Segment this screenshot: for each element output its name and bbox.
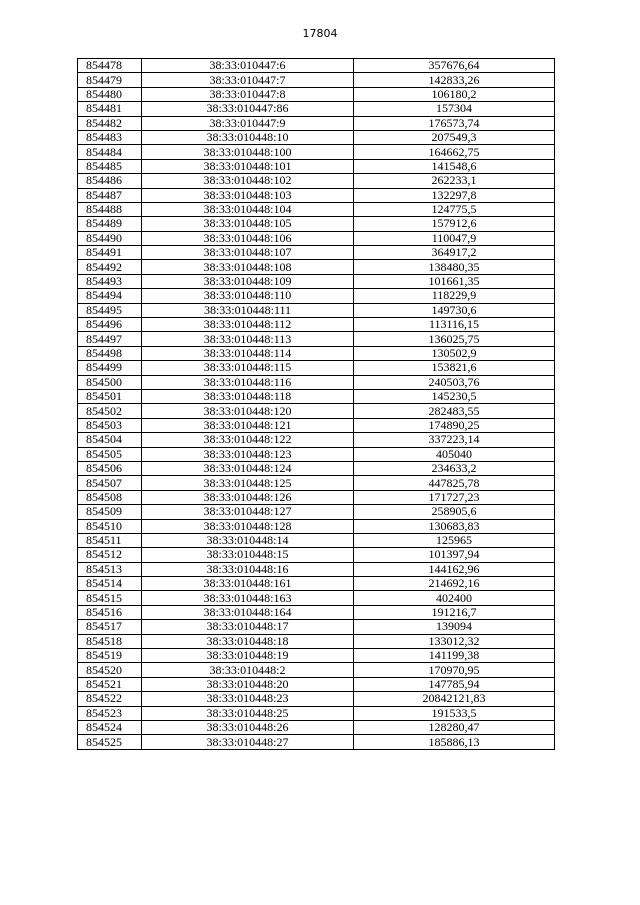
value-cell: 258905,6 [354, 505, 555, 519]
value-cell: 357676,64 [354, 59, 555, 73]
cadastral-number-cell: 38:33:010448:17 [142, 620, 354, 634]
table-row [78, 404, 555, 418]
cadastral-number-cell: 38:33:010448:120 [142, 404, 354, 418]
row-number-cell: 854508 [78, 490, 142, 504]
cadastral-number-cell: 38:33:010448:23 [142, 692, 354, 706]
value-cell: 130502,9 [354, 346, 555, 360]
row-number-cell: 854496 [78, 318, 142, 332]
row-number-cell: 854480 [78, 87, 142, 101]
cadastral-number-cell: 38:33:010448:112 [142, 318, 354, 332]
table-row [78, 476, 555, 490]
table-row [78, 174, 555, 188]
table-row [78, 720, 555, 734]
table-row [78, 490, 555, 504]
cadastral-number-cell: 38:33:010448:118 [142, 389, 354, 403]
value-cell: 157304 [354, 102, 555, 116]
table-row [78, 87, 555, 101]
row-number-cell: 854507 [78, 476, 142, 490]
value-cell: 402400 [354, 591, 555, 605]
table-row [78, 634, 555, 648]
registry-table-body [78, 59, 555, 750]
cadastral-number-cell: 38:33:010447:86 [142, 102, 354, 116]
cadastral-number-cell: 38:33:010448:110 [142, 289, 354, 303]
table-row [78, 59, 555, 73]
cadastral-number-cell: 38:33:010448:126 [142, 490, 354, 504]
row-number-cell: 854514 [78, 577, 142, 591]
row-number-cell: 854497 [78, 332, 142, 346]
table-row [78, 332, 555, 346]
table-row [78, 649, 555, 663]
row-number-cell: 854513 [78, 562, 142, 576]
registry-table [77, 58, 555, 750]
cadastral-number-cell: 38:33:010448:19 [142, 649, 354, 663]
value-cell: 128280,47 [354, 720, 555, 734]
table-row [78, 706, 555, 720]
table-row [78, 217, 555, 231]
value-cell: 191533,5 [354, 706, 555, 720]
cadastral-number-cell: 38:33:010448:2 [142, 663, 354, 677]
row-number-cell: 854502 [78, 404, 142, 418]
value-cell: 130683,83 [354, 519, 555, 533]
cadastral-number-cell: 38:33:010448:26 [142, 720, 354, 734]
value-cell: 234633,2 [354, 461, 555, 475]
value-cell: 139094 [354, 620, 555, 634]
value-cell: 240503,76 [354, 375, 555, 389]
value-cell: 145230,5 [354, 389, 555, 403]
row-number-cell: 854515 [78, 591, 142, 605]
row-number-cell: 854505 [78, 447, 142, 461]
row-number-cell: 854524 [78, 720, 142, 734]
cadastral-number-cell: 38:33:010447:6 [142, 59, 354, 73]
value-cell: 185886,13 [354, 735, 555, 749]
cadastral-number-cell: 38:33:010448:10 [142, 130, 354, 144]
value-cell: 214692,16 [354, 577, 555, 591]
value-cell: 133012,32 [354, 634, 555, 648]
cadastral-number-cell: 38:33:010448:113 [142, 332, 354, 346]
table-row [78, 692, 555, 706]
table-row [78, 318, 555, 332]
value-cell: 157912,6 [354, 217, 555, 231]
row-number-cell: 854506 [78, 461, 142, 475]
row-number-cell: 854511 [78, 533, 142, 547]
table-row [78, 663, 555, 677]
cadastral-number-cell: 38:33:010448:127 [142, 505, 354, 519]
cadastral-number-cell: 38:33:010448:128 [142, 519, 354, 533]
row-number-cell: 854486 [78, 174, 142, 188]
row-number-cell: 854485 [78, 159, 142, 173]
value-cell: 164662,75 [354, 145, 555, 159]
table-row [78, 577, 555, 591]
row-number-cell: 854504 [78, 433, 142, 447]
value-cell: 20842121,83 [354, 692, 555, 706]
table-row [78, 202, 555, 216]
value-cell: 149730,6 [354, 303, 555, 317]
table-row [78, 289, 555, 303]
cadastral-number-cell: 38:33:010448:114 [142, 346, 354, 360]
value-cell: 447825,78 [354, 476, 555, 490]
row-number-cell: 854519 [78, 649, 142, 663]
cadastral-number-cell: 38:33:010447:8 [142, 87, 354, 101]
value-cell: 136025,75 [354, 332, 555, 346]
cadastral-number-cell: 38:33:010448:109 [142, 274, 354, 288]
row-number-cell: 854525 [78, 735, 142, 749]
cadastral-number-cell: 38:33:010448:125 [142, 476, 354, 490]
table-row [78, 274, 555, 288]
row-number-cell: 854487 [78, 188, 142, 202]
table-row [78, 677, 555, 691]
value-cell: 337223,14 [354, 433, 555, 447]
value-cell: 124775,5 [354, 202, 555, 216]
table-row [78, 246, 555, 260]
cadastral-number-cell: 38:33:010448:100 [142, 145, 354, 159]
value-cell: 174890,25 [354, 418, 555, 432]
cadastral-number-cell: 38:33:010448:102 [142, 174, 354, 188]
cadastral-number-cell: 38:33:010447:7 [142, 73, 354, 87]
value-cell: 191216,7 [354, 605, 555, 619]
row-number-cell: 854493 [78, 274, 142, 288]
value-cell: 262233,1 [354, 174, 555, 188]
row-number-cell: 854483 [78, 130, 142, 144]
row-number-cell: 854516 [78, 605, 142, 619]
row-number-cell: 854479 [78, 73, 142, 87]
cadastral-number-cell: 38:33:010448:121 [142, 418, 354, 432]
value-cell: 132297,8 [354, 188, 555, 202]
value-cell: 282483,55 [354, 404, 555, 418]
cadastral-number-cell: 38:33:010448:18 [142, 634, 354, 648]
value-cell: 141199,38 [354, 649, 555, 663]
row-number-cell: 854478 [78, 59, 142, 73]
table-row [78, 346, 555, 360]
row-number-cell: 854522 [78, 692, 142, 706]
row-number-cell: 854491 [78, 246, 142, 260]
cadastral-number-cell: 38:33:010448:25 [142, 706, 354, 720]
row-number-cell: 854494 [78, 289, 142, 303]
table-row [78, 447, 555, 461]
value-cell: 113116,15 [354, 318, 555, 332]
table-row [78, 375, 555, 389]
cadastral-number-cell: 38:33:010448:20 [142, 677, 354, 691]
row-number-cell: 854482 [78, 116, 142, 130]
row-number-cell: 854523 [78, 706, 142, 720]
value-cell: 101397,94 [354, 548, 555, 562]
table-row [78, 735, 555, 749]
table-row [78, 505, 555, 519]
table-row [78, 361, 555, 375]
cadastral-number-cell: 38:33:010448:105 [142, 217, 354, 231]
value-cell: 142833,26 [354, 73, 555, 87]
row-number-cell: 854521 [78, 677, 142, 691]
cadastral-number-cell: 38:33:010448:115 [142, 361, 354, 375]
cadastral-number-cell: 38:33:010448:107 [142, 246, 354, 260]
table-row [78, 130, 555, 144]
table-row [78, 533, 555, 547]
cadastral-number-cell: 38:33:010448:123 [142, 447, 354, 461]
row-number-cell: 854495 [78, 303, 142, 317]
cadastral-number-cell: 38:33:010448:111 [142, 303, 354, 317]
value-cell: 176573,74 [354, 116, 555, 130]
table-row [78, 260, 555, 274]
cadastral-number-cell: 38:33:010448:164 [142, 605, 354, 619]
value-cell: 110047,9 [354, 231, 555, 245]
table-row [78, 418, 555, 432]
row-number-cell: 854488 [78, 202, 142, 216]
value-cell: 138480,35 [354, 260, 555, 274]
row-number-cell: 854492 [78, 260, 142, 274]
row-number-cell: 854490 [78, 231, 142, 245]
value-cell: 106180,2 [354, 87, 555, 101]
value-cell: 405040 [354, 447, 555, 461]
page-number: 17804 [302, 27, 338, 40]
table-row [78, 73, 555, 87]
row-number-cell: 854498 [78, 346, 142, 360]
cadastral-number-cell: 38:33:010448:124 [142, 461, 354, 475]
table-row [78, 389, 555, 403]
value-cell: 364917,2 [354, 246, 555, 260]
table-row [78, 591, 555, 605]
value-cell: 147785,94 [354, 677, 555, 691]
table-row [78, 548, 555, 562]
cadastral-number-cell: 38:33:010448:104 [142, 202, 354, 216]
cadastral-number-cell: 38:33:010448:15 [142, 548, 354, 562]
cadastral-number-cell: 38:33:010448:122 [142, 433, 354, 447]
cadastral-number-cell: 38:33:010448:103 [142, 188, 354, 202]
row-number-cell: 854500 [78, 375, 142, 389]
cadastral-number-cell: 38:33:010448:16 [142, 562, 354, 576]
row-number-cell: 854517 [78, 620, 142, 634]
value-cell: 141548,6 [354, 159, 555, 173]
row-number-cell: 854481 [78, 102, 142, 116]
cadastral-number-cell: 38:33:010448:106 [142, 231, 354, 245]
cadastral-number-cell: 38:33:010448:101 [142, 159, 354, 173]
value-cell: 125965 [354, 533, 555, 547]
value-cell: 170970,95 [354, 663, 555, 677]
value-cell: 153821,6 [354, 361, 555, 375]
row-number-cell: 854484 [78, 145, 142, 159]
table-row [78, 145, 555, 159]
table-row [78, 605, 555, 619]
row-number-cell: 854510 [78, 519, 142, 533]
row-number-cell: 854503 [78, 418, 142, 432]
row-number-cell: 854501 [78, 389, 142, 403]
row-number-cell: 854489 [78, 217, 142, 231]
table-row [78, 102, 555, 116]
cadastral-number-cell: 38:33:010448:108 [142, 260, 354, 274]
table-row [78, 433, 555, 447]
cadastral-number-cell: 38:33:010448:27 [142, 735, 354, 749]
value-cell: 118229,9 [354, 289, 555, 303]
cadastral-number-cell: 38:33:010447:9 [142, 116, 354, 130]
row-number-cell: 854499 [78, 361, 142, 375]
value-cell: 144162,96 [354, 562, 555, 576]
value-cell: 101661,35 [354, 274, 555, 288]
cadastral-number-cell: 38:33:010448:163 [142, 591, 354, 605]
cadastral-number-cell: 38:33:010448:161 [142, 577, 354, 591]
table-row [78, 188, 555, 202]
value-cell: 207549,3 [354, 130, 555, 144]
row-number-cell: 854520 [78, 663, 142, 677]
row-number-cell: 854518 [78, 634, 142, 648]
table-row [78, 562, 555, 576]
table-row [78, 231, 555, 245]
table-row [78, 159, 555, 173]
table-row [78, 620, 555, 634]
row-number-cell: 854512 [78, 548, 142, 562]
cadastral-number-cell: 38:33:010448:14 [142, 533, 354, 547]
value-cell: 171727,23 [354, 490, 555, 504]
cadastral-number-cell: 38:33:010448:116 [142, 375, 354, 389]
table-row [78, 303, 555, 317]
table-row [78, 116, 555, 130]
row-number-cell: 854509 [78, 505, 142, 519]
table-row [78, 461, 555, 475]
table-row [78, 519, 555, 533]
